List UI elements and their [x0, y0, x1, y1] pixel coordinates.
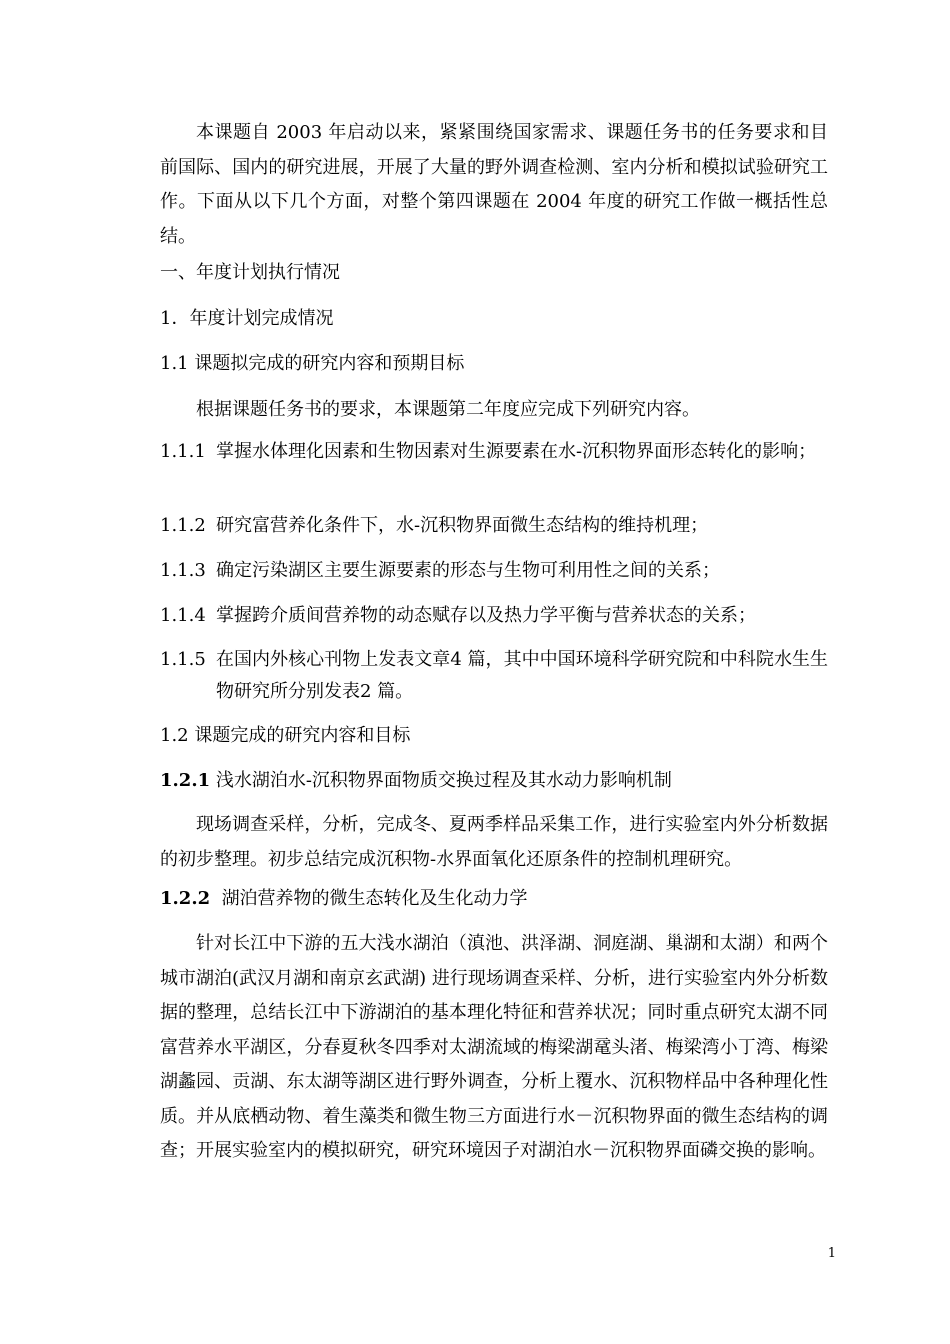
paragraph-1-2-2: 针对长江中下游的五大浅水湖泊（滇池、洪泽湖、洞庭湖、巢湖和太湖）和两个城市湖泊(武汉月湖和南京玄武湖) 进行现场调查采样、分析，进行实验室内外分析数据的整理，总结长江中下游湖泊的基本理化特征和营养状况；同时重点研究太湖不同富营养水平湖区，分春夏秋冬四季对太湖流域的梅梁湖鼋头渚、梅梁湾小丁湾、梅梁湖蠡园、贡湖、东太湖等湖区进行野外调查，分析上覆水、沉积物样品中各种理化性质。并从底栖动物、着生藻类和微生物三方面进行水－沉积物界面的微生态结构的调查；开展实验室内的模拟研究，研究环境因子对湖泊水－沉积物界面磷交换的影响。 [160, 933, 828, 1161]
paragraph-1-2-1: 现场调查采样，分析，完成冬、夏两季样品采集工作，进行实验室内外分析数据的初步整理。初步总结完成沉积物-水界面氧化还原条件的控制机理研究。 [160, 814, 828, 870]
list-item-text: 研究富营养化条件下，水-沉积物界面微生态结构的维持机理； [216, 515, 709, 536]
list-item [160, 436, 828, 468]
heading-planned-content: 1.1 课题拟完成的研究内容和预期目标 [160, 353, 465, 374]
section-number: 1.2.2 [160, 888, 211, 909]
section-heading-1-2-1 [160, 768, 828, 794]
list-item-number: 1.1.3 [160, 560, 206, 581]
requirements-paragraph: 根据课题任务书的要求，本课题第二年度应完成下列研究内容。 [196, 399, 700, 420]
list-item [160, 644, 828, 708]
list-item-number: 1.1.4 [160, 605, 206, 626]
list-item [160, 555, 828, 587]
page-number: 1 [827, 1246, 836, 1261]
heading-plan-completion: 1．年度计划完成情况 [160, 308, 334, 329]
heading-annual-plan: 一、年度计划执行情况 [160, 262, 340, 283]
section-heading-1-2-2 [160, 886, 828, 912]
list-item-number: 1.1.2 [160, 515, 206, 536]
heading-completed-content: 1.2 课题完成的研究内容和目标 [160, 725, 411, 746]
list-item-number: 1.1.1 [160, 441, 206, 462]
list-item-text: 确定污染湖区主要生源要素的形态与生物可利用性之间的关系； [216, 560, 720, 581]
list-item-number: 1.1.5 [160, 649, 206, 670]
list-item [160, 510, 828, 542]
section-title: 湖泊营养物的微生态转化及生化动力学 [221, 888, 528, 909]
list-item-text: 在国内外核心刊物上发表文章4 篇，其中中国环境科学研究院和中科院水生生物研究所分别发表2 篇。 [216, 649, 828, 702]
list-item [160, 600, 828, 632]
list-item-text: 掌握水体理化因素和生物因素对生源要素在水-沉积物界面形态转化的影响； [216, 441, 817, 462]
list-item-text: 掌握跨介质间营养物的动态赋存以及热力学平衡与营养状态的关系； [216, 605, 756, 626]
section-title: 浅水湖泊水-沉积物界面物质交换过程及其水动力影响机制 [215, 770, 672, 791]
section-number: 1.2.1 [160, 770, 211, 791]
intro-paragraph: 本课题自 2003 年启动以来，紧紧围绕国家需求、课题任务书的任务要求和目前国际、国内的研究进展，开展了大量的野外调查检测、室内分析和模拟试验研究工作。下面从以下几个方面，对整个第四课题在 2004 年度的研究工作做一概括性总结。 [160, 122, 828, 247]
